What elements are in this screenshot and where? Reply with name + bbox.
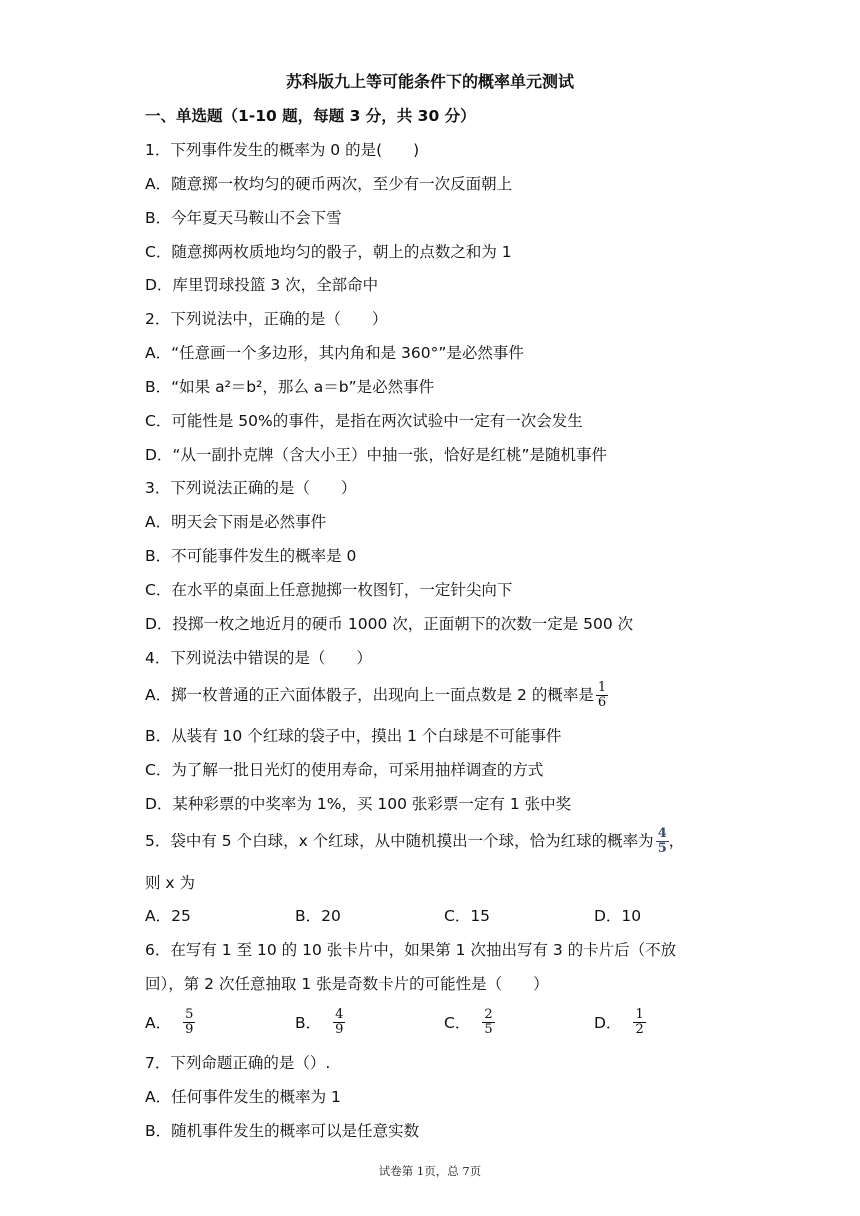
question-1-option-a: A．随意掷一枚均匀的硬币两次，至少有一次反面朝上 <box>145 175 513 193</box>
question-6-option-c: C． $\frac{2}{5}$ <box>444 1006 493 1037</box>
question-4-option-d: D．某种彩票的中奖率为 1%，买 100 张彩票一定有 1 张中奖 <box>145 795 572 813</box>
question-2-option-a: A．“任意画一个多边形，其内角和是 360°”是必然事件 <box>145 344 524 362</box>
fraction-four-ninths: $\frac{4}{9}$ <box>335 1006 344 1037</box>
question-4-option-c: C．为了解一批日光灯的使用寿命，可采用抽样调查的方式 <box>145 761 544 779</box>
question-1-option-d: D．库里罚球投篮 3 次，全部命中 <box>145 276 379 294</box>
question-3-option-d: D．投掷一枚之地近月的硬币 1000 次，正面朝下的次数一定是 500 次 <box>145 615 634 633</box>
question-5-stem-continued: 则 x 为 <box>145 874 196 892</box>
fraction-five-ninths: $\frac{5}{9}$ <box>185 1006 194 1037</box>
question-2-option-b: B．“如果 a²＝b²，那么 a＝b”是必然事件 <box>145 378 435 396</box>
question-7-option-b: B．随机事件发生的概率可以是任意实数 <box>145 1122 420 1140</box>
document-title: 苏科版九上等可能条件下的概率单元测试 <box>285 72 574 91</box>
fraction-four-fifths: $\frac{4}{5}$ <box>657 826 667 856</box>
question-6-stem: 6．在写有 1 至 10 的 10 张卡片中，如果第 1 次抽出写有 3 的卡片后（不放 <box>145 941 677 959</box>
page-footer: 试卷第 1页，总 7页 <box>378 1164 482 1178</box>
question-4-stem: 4．下列说法中错误的是（ ） <box>145 649 372 667</box>
question-3-option-b: B．不可能事件发生的概率是 0 <box>145 547 357 565</box>
question-3-option-a: A．明天会下雨是必然事件 <box>145 513 327 531</box>
question-3-option-c: C．在水平的桌面上任意抛掷一枚图钉，一定针尖向下 <box>145 581 513 599</box>
question-4-option-a-text: A．掷一枚普通的正六面体骰子，出现向上一面点数是 2 的概率是 <box>145 686 594 704</box>
question-7-stem: 7．下列命题正确的是（）. <box>145 1054 331 1072</box>
question-4-option-b: B．从装有 10 个红球的袋子中，摸出 1 个白球是不可能事件 <box>145 727 562 745</box>
fraction-two-fifths: $\frac{2}{5}$ <box>484 1006 493 1037</box>
question-2-option-d: D．“从一副扑克牌（含大小王）中抽一张，恰好是红桃”是随机事件 <box>145 446 607 464</box>
question-4-option-a <box>145 675 608 715</box>
question-6-option-d: D． $\frac{1}{2}$ <box>594 1006 644 1037</box>
question-5-option-a: A．25 <box>145 907 191 925</box>
question-2-stem: 2．下列说法中，正确的是（ ） <box>145 310 388 328</box>
section-heading: 一、单选题（1-10 题，每题 3 分，共 30 分） <box>145 107 476 125</box>
question-1-option-b: B．今年夏天马鞍山不会下雪 <box>145 209 342 227</box>
question-5-stem-text: 5．袋中有 5 个白球，x 个红球，从中随机摸出一个球，恰为红球的概率为 <box>145 832 654 850</box>
question-7-option-a: A．任何事件发生的概率为 1 <box>145 1088 341 1106</box>
question-3-stem: 3．下列说法正确的是（ ） <box>145 479 357 497</box>
question-5-option-b: B．20 <box>295 907 341 925</box>
question-5-option-d: D．10 <box>594 907 642 925</box>
fraction-one-sixth: $\frac{1}{6}$ <box>597 680 607 710</box>
question-6-option-b: B． $\frac{4}{9}$ <box>295 1006 344 1037</box>
question-1-option-c: C．随意掷两枚质地均匀的骰子，朝上的点数之和为 1 <box>145 243 512 261</box>
question-1-stem: 1．下列事件发生的概率为 0 的是( ) <box>145 141 420 159</box>
fraction-one-half: $\frac{1}{2}$ <box>635 1006 644 1037</box>
question-6-option-a: A． $\frac{5}{9}$ <box>145 1006 194 1037</box>
question-6-stem-continued: 回），第 2 次任意抽取 1 张是奇数卡片的可能性是（ ） <box>145 975 549 993</box>
question-2-option-c: C．可能性是 50%的事件，是指在两次试验中一定有一次会发生 <box>145 412 583 430</box>
question-5-stem: 5．袋中有 5 个白球，x 个红球，从中随机摸出一个球，恰为红球的概率为 $\frac{4}{5}$ ， <box>145 826 685 856</box>
question-5-option-c: C．15 <box>444 907 491 925</box>
